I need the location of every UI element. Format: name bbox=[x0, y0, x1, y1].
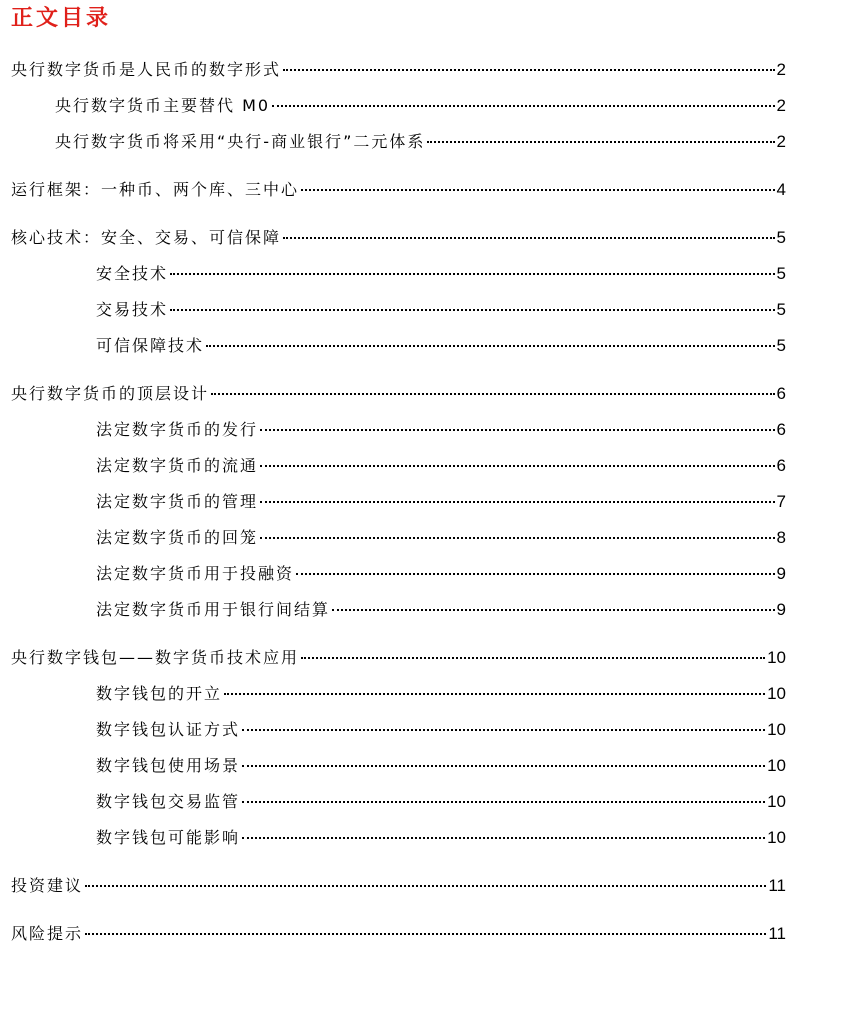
toc-dot-leader bbox=[283, 69, 775, 71]
toc-dot-leader bbox=[427, 141, 774, 143]
toc-entry-page-number: 4 bbox=[776, 180, 786, 199]
toc-entry-page-number: 9 bbox=[776, 564, 786, 583]
toc-entry[interactable] bbox=[96, 562, 786, 586]
toc-entry-title: 央行数字货币将采用“央行-商业银行”二元体系 bbox=[55, 132, 426, 151]
toc-entry[interactable] bbox=[96, 334, 786, 358]
toc-entry-page-number: 5 bbox=[776, 300, 786, 319]
toc-dot-leader bbox=[170, 273, 775, 275]
toc-entry-page-number: 2 bbox=[776, 96, 786, 115]
toc-entry[interactable] bbox=[96, 490, 786, 514]
toc-dot-leader bbox=[85, 885, 766, 887]
toc-entry[interactable] bbox=[11, 226, 786, 250]
toc-entry-title: 核心技术：安全、交易、可信保障 bbox=[11, 228, 282, 247]
toc-entry-page-number: 6 bbox=[776, 384, 786, 403]
toc-entry-title: 数字钱包使用场景 bbox=[96, 756, 241, 775]
toc-entry-page-number: 11 bbox=[768, 924, 786, 943]
toc-entry-title: 数字钱包的开立 bbox=[96, 684, 223, 703]
toc-entry-page-number: 10 bbox=[767, 792, 786, 811]
toc-dot-leader bbox=[301, 657, 765, 659]
toc-dot-leader bbox=[224, 693, 765, 695]
toc-entry[interactable] bbox=[55, 94, 786, 118]
toc-entry-title: 可信保障技术 bbox=[96, 336, 205, 355]
toc-entry-title: 央行数字货币的顶层设计 bbox=[11, 384, 210, 403]
toc-heading: 正文目录 bbox=[11, 5, 112, 31]
toc-entry-page-number: 11 bbox=[768, 876, 786, 895]
toc-entry[interactable] bbox=[96, 262, 786, 286]
toc-dot-leader bbox=[206, 345, 775, 347]
toc-entry-page-number: 5 bbox=[776, 336, 786, 355]
toc-entry-title: 央行数字货币主要替代 M0 bbox=[55, 96, 271, 115]
toc-entry[interactable] bbox=[96, 754, 786, 778]
toc-entry-page-number: 2 bbox=[776, 60, 786, 79]
toc-entry-title: 数字钱包可能影响 bbox=[96, 828, 241, 847]
toc-entry[interactable] bbox=[11, 922, 786, 946]
toc-dot-leader bbox=[260, 501, 775, 503]
toc-entry-title: 法定数字货币用于投融资 bbox=[96, 564, 295, 583]
toc-entry-page-number: 7 bbox=[776, 492, 786, 511]
toc-entry-page-number: 10 bbox=[767, 828, 786, 847]
toc-entry[interactable] bbox=[11, 646, 786, 670]
toc-entry-title: 安全技术 bbox=[96, 264, 169, 283]
toc-entry-title: 央行数字钱包——数字货币技术应用 bbox=[11, 648, 300, 667]
toc-entry[interactable] bbox=[96, 718, 786, 742]
toc-entry[interactable] bbox=[96, 298, 786, 322]
toc-entry-title: 数字钱包认证方式 bbox=[96, 720, 241, 739]
toc-entry-title: 法定数字货币的发行 bbox=[96, 420, 259, 439]
toc-dot-leader bbox=[260, 429, 775, 431]
toc-entry-title: 交易技术 bbox=[96, 300, 169, 319]
toc-entry-page-number: 10 bbox=[767, 720, 786, 739]
toc-entry-page-number: 6 bbox=[776, 456, 786, 475]
toc-dot-leader bbox=[242, 765, 765, 767]
toc-dot-leader bbox=[260, 537, 775, 539]
toc-dot-leader bbox=[332, 609, 775, 611]
toc-entry-page-number: 9 bbox=[776, 600, 786, 619]
toc-dot-leader bbox=[242, 729, 765, 731]
toc-dot-leader bbox=[260, 465, 775, 467]
toc-entry-title: 法定数字货币用于银行间结算 bbox=[96, 600, 331, 619]
toc-entry-page-number: 8 bbox=[776, 528, 786, 547]
toc-dot-leader bbox=[301, 189, 775, 191]
toc-entry-page-number: 2 bbox=[776, 132, 786, 151]
toc-entry-title: 风险提示 bbox=[11, 924, 84, 943]
toc-dot-leader bbox=[211, 393, 775, 395]
toc-entry-page-number: 10 bbox=[767, 684, 786, 703]
toc-entry-title: 法定数字货币的管理 bbox=[96, 492, 259, 511]
toc-entry[interactable] bbox=[11, 178, 786, 202]
toc-entry-page-number: 10 bbox=[767, 756, 786, 775]
toc-entry-title: 央行数字货币是人民币的数字形式 bbox=[11, 60, 282, 79]
toc-entry-page-number: 5 bbox=[776, 264, 786, 283]
toc-dot-leader bbox=[242, 837, 765, 839]
toc-entry[interactable] bbox=[96, 790, 786, 814]
toc-entry[interactable] bbox=[11, 58, 786, 82]
toc-entry[interactable] bbox=[96, 418, 786, 442]
toc-entry[interactable] bbox=[96, 526, 786, 550]
toc-entry-page-number: 6 bbox=[776, 420, 786, 439]
toc-dot-leader bbox=[85, 933, 766, 935]
toc-dot-leader bbox=[296, 573, 775, 575]
toc-dot-leader bbox=[170, 309, 775, 311]
toc-dot-leader bbox=[242, 801, 765, 803]
toc-entry[interactable] bbox=[96, 682, 786, 706]
toc-entry[interactable] bbox=[55, 130, 786, 154]
toc-entry[interactable] bbox=[96, 454, 786, 478]
toc-entry[interactable] bbox=[11, 874, 786, 898]
toc-entry-title: 运行框架：一种币、两个库、三中心 bbox=[11, 180, 300, 199]
toc-entry-title: 投资建议 bbox=[11, 876, 84, 895]
toc-entry-title: 法定数字货币的回笼 bbox=[96, 528, 259, 547]
toc-dot-leader bbox=[283, 237, 775, 239]
toc-entry-page-number: 10 bbox=[767, 648, 786, 667]
toc-dot-leader bbox=[272, 105, 774, 107]
toc-entry-title: 数字钱包交易监管 bbox=[96, 792, 241, 811]
toc-entry[interactable] bbox=[96, 598, 786, 622]
toc-entry[interactable] bbox=[11, 382, 786, 406]
toc-entry[interactable] bbox=[96, 826, 786, 850]
toc-entry-title: 法定数字货币的流通 bbox=[96, 456, 259, 475]
toc-entry-page-number: 5 bbox=[776, 228, 786, 247]
